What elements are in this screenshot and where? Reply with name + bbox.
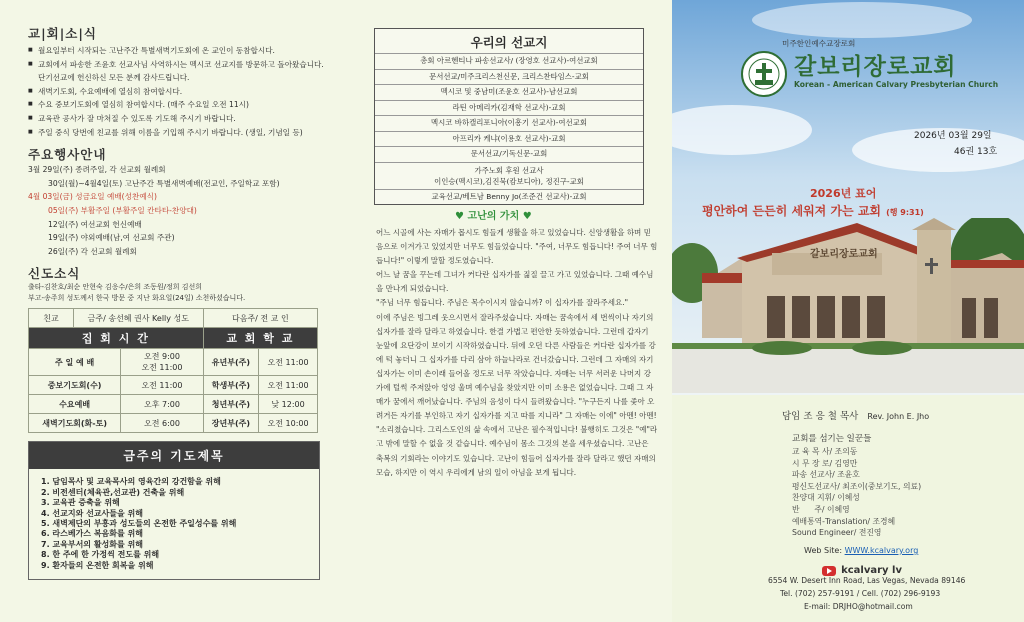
- cover-panel: [672, 0, 1024, 622]
- school-name: 유년부(주): [203, 349, 258, 376]
- service-name: 주 일 예 배: [29, 349, 121, 376]
- member-line: 부고-송주희 성도께서 한국 방문 중 지난 화요일(24일) 소천하셨습니다.: [28, 294, 246, 303]
- prayer-item: 3. 교육관 증축을 위해: [41, 498, 120, 508]
- bulletin-issue: 46권 13호: [954, 147, 998, 157]
- prayer-item: 6. 라스베가스 복음화를 위해: [41, 529, 143, 539]
- table-row: [29, 349, 318, 376]
- mission-row: 총회 아르헨티나 파송선교사/ (장영호 선교사)-여선교회: [375, 53, 643, 69]
- event-line: 26일(주) 각 선교회 월례회: [48, 246, 137, 256]
- service-times-header: 집 회 시 간: [29, 328, 204, 349]
- prayer-item: 7. 교육부서의 활성화를 위해: [41, 539, 143, 549]
- church-school-header: 교 회 학 교: [203, 328, 317, 349]
- news-title: 교|회|소|식: [28, 26, 97, 41]
- missions-box: [374, 28, 644, 205]
- pastor: [782, 404, 929, 423]
- school-time: 낮 12:00: [259, 395, 318, 414]
- table-row: [29, 376, 318, 395]
- duty-this-week: 금주/ 송선혜 권사 Kelly 성도: [74, 309, 204, 328]
- service-name: 새벽기도회(화-토): [29, 414, 121, 433]
- mission-row: 교육선교/베트남 Benny Jo(조준건 선교사)-교회: [375, 189, 643, 205]
- news-item: ■ 월요일부터 시작되는 고난주간 특별새벽기도회에 온 교인이 동참합시다.: [38, 44, 324, 58]
- website-label: Web Site:: [804, 546, 843, 555]
- story-title: ♥ 고난의 가치 ♥: [455, 211, 532, 222]
- duty-row: [29, 309, 318, 328]
- event-line: 12일(주) 여선교회 헌신예배: [48, 219, 142, 229]
- events-list: [28, 163, 324, 258]
- staff-item: 찬양대 지휘/ 이혜성: [792, 493, 860, 503]
- service-time: 오전 6:00: [121, 414, 203, 433]
- youtube-channel: kcalvary lv: [841, 565, 902, 576]
- address: 6554 W. Desert Inn Road, Las Vegas, Nevada 89146: [768, 576, 966, 585]
- staff-item: Sound Engineer/ 전진영: [792, 528, 882, 538]
- mission-row: 멕시코 바하캘리포니아(이흥기 선교사)-여선교회: [375, 115, 643, 131]
- mission-row: 라틴 아메리카(김재학 선교사)-교회: [375, 100, 643, 116]
- pastor-english: Rev. John E. Jho: [867, 412, 930, 421]
- service-time: 오전 9:00 오전 11:00: [121, 349, 203, 376]
- motto-year: 2026년 표어: [810, 187, 877, 200]
- building-sign: 갈보리장로교회: [810, 249, 878, 260]
- prayer-item: 2. 비전센터(체육관,선교관) 건축을 위해: [41, 487, 185, 497]
- event-line: 05일(주) 부활주일 (부활주일 칸타타-찬양대): [48, 205, 197, 215]
- staff-title: 교회를 섬기는 일꾼들: [792, 434, 872, 444]
- motto: [702, 200, 1024, 219]
- duty-label: 친교: [29, 309, 74, 328]
- members-title: 신도소식: [28, 266, 81, 282]
- church-logo-icon: [740, 50, 788, 98]
- left-panel: [0, 0, 340, 622]
- motto-text: 평안하여 든든히 세워져 가는 교회: [702, 204, 882, 218]
- mission-row: 멕시코 및 중남미(조윤호 선교사)-남선교회: [375, 84, 643, 100]
- staff-item: 반 주/ 이혜영: [792, 504, 850, 514]
- event-line: 30일(월)~4월4일(토) 고난주간 특별새벽예배(전교인, 주일학교 포함): [48, 178, 280, 188]
- service-name: 중보기도회(수): [29, 376, 121, 395]
- prayer-title: 금주의 기도제목: [29, 442, 319, 469]
- schedule-table: [28, 308, 318, 433]
- staff-item: 예배통역-Translation/ 조경혜: [792, 516, 896, 526]
- church-name-korean: 갈보리장로교회: [794, 53, 957, 80]
- pastor-name: 담임 조 응 철 목사: [782, 411, 859, 422]
- events-title: 주요행사안내: [28, 147, 107, 163]
- motto-reference: (행 9:31): [886, 208, 924, 217]
- news-item: ■ 교육관 공사가 잘 마쳐질 수 있도록 기도해 주시기 바랍니다.: [38, 112, 324, 126]
- story-paragraph: 이에 주님은 빙그레 웃으시면서 잘라주셨습니다. 자매는 꿈속에서 세 번씩이나 자기의 십자가를 잘라 달라고 하였습니다. 한결 가볍고 편안한 듯하였습니다. 그런데 갑자기 눈앞에 요단강이 보이기 시작하였습니다. 뒤에 오던 다른 사람들은 커다란 십자가를 강에 턱 놓더니 그 십자가를 다리 삼아 하늘나라로 건너갔습니다. 그런데 그 자매의 자기 십자가는 이미 손이래 들어올 정도로 너무 작았습니다. 자매는 너무 서러운 나머지 강가에 털썩 주저앉아 엉엉 울며 예수님을 찾았지만 이미 소용은 없었습니다. 그때 그 자매가 꿈에서 깨어났습니다. 주님의 음성이 다시 들려왔습니다. "누구든지 나를 좇아 오려거든 자기를 부인하고 자기 십자가를 지고 따를 지니라" 그 자매는 이에" 아멘! 아멘! "소리쳤습니다. 그리스도인의 삶 속에서 고난은 필수적입니다! 불행히도 그것은 "예"라고 밖에 말할 수 없을 것 같습니다. 예수님이 몸소 그것의 본을 세우셨습니다. 고난은 축복의 기회라는 이야기도 있습니다. 고난이 힘들어 십자가를 잘라 달라고 했던 자매의 모습, 하지만 이 역시 우리에게 남의 일이 아님을 보게 됩니다.: [376, 312, 658, 477]
- news-item: ■ 수요 중보기도회에 열심히 참여합시다. (매주 수요일 오전 11시): [38, 98, 324, 112]
- mission-row: 가주노회 후원 선교사 이인승(멕시코),김진묵(캄보디아), 정진구-교회: [375, 162, 643, 189]
- school-time: 오전 10:00: [259, 414, 318, 433]
- staff-item: 평신도선교사/ 최조이(중보기도, 의료): [792, 481, 922, 491]
- story-paragraph: "주님 너무 힘듭니다. 주님은 목수이시지 않습니까? 이 십자가를 잘라주세요.": [376, 298, 629, 308]
- school-name: 장년부(주): [203, 414, 258, 433]
- event-line: 19일(주) 야외예배(남,여 선교회 주관): [48, 233, 175, 243]
- bulletin-date: 2026년 03월 29일: [914, 131, 992, 141]
- school-name: 청년부(주): [203, 395, 258, 414]
- prayer-item: 9. 환자들의 온전한 회복을 위해: [41, 560, 154, 570]
- prayer-item: 8. 한 주에 한 가정씩 전도를 위해: [41, 550, 160, 560]
- member-line: 출타-김찬호/최순 안현숙 김응수/은희 조동원/정희 김선희: [28, 283, 203, 292]
- mission-row: 아프리카 케냐(이용호 선교사)-교회: [375, 131, 643, 147]
- mission-row: 문서선교/기독신문-교회: [375, 146, 643, 162]
- church-name-english: Korean - American Calvary Presbyterian Church: [794, 80, 999, 89]
- middle-panel: [340, 0, 672, 622]
- school-time: 오전 11:00: [259, 376, 318, 395]
- service-name: 수요예배: [29, 395, 121, 414]
- staff-item: 시 무 장 로/ 김영만: [792, 458, 858, 468]
- table-row: [29, 414, 318, 433]
- phone: Tel. (702) 257-9191 / Cell. (702) 296-9193: [780, 589, 941, 598]
- school-time: 오전 11:00: [259, 349, 318, 376]
- website-link[interactable]: WWW.kcalvary.org: [844, 546, 919, 555]
- service-time: 오후 7:00: [121, 395, 203, 414]
- school-name: 학생부(주): [203, 376, 258, 395]
- news-list: [28, 44, 324, 139]
- website: [804, 546, 918, 555]
- prayer-list: [29, 469, 319, 579]
- prayer-item: 1. 담임목사 및 교육목사의 영육간의 강건함을 위해: [41, 477, 221, 487]
- mission-row: 문서선교/미주크리스천신문, 크리스찬타임스-교회: [375, 69, 643, 85]
- denomination: 미주한인예수교장로회: [782, 39, 856, 48]
- table-row: [29, 395, 318, 414]
- story-paragraph: 어느 시골에 사는 자매가 몹시도 힘들게 생활을 하고 있었습니다. 신앙생활을 하며 믿음으로 이겨가고 있었지만 너무도 힘들었습니다. "주여, 너무도 힘듭니다! 주여 너무 힘듭니다!" 이렇게 말할 정도였습니다.: [376, 228, 658, 266]
- prayer-item: 4. 선교지와 선교사들을 위해: [41, 508, 143, 518]
- event-line: 4월 03일(금) 성금요일 예배(성찬예식): [28, 192, 157, 202]
- prayer-item: 5. 새벽제단의 부흥과 성도들의 온전한 주일성수를 위해: [41, 518, 237, 528]
- staff-list: [792, 446, 921, 539]
- staff-item: 교 육 목 사/ 조의동: [792, 447, 858, 456]
- news-item: ■ 새벽기도회, 수요예배에 열심히 참여합시다.: [38, 85, 324, 99]
- youtube-icon: [822, 566, 836, 576]
- staff-item: 파송 선교사/ 조윤호: [792, 470, 860, 480]
- missions-title: 우리의 선교지: [470, 35, 548, 50]
- story-body: [376, 226, 658, 480]
- event-line: 3월 29일(주) 종려주일, 각 선교회 월례회: [28, 165, 166, 175]
- news-item: ■ 교회에서 파송한 조윤호 선교사님 사역하시는 멕시코 선교지를 방문하고 돌아왔습니다. 단기선교에 헌신하신 모든 분께 감사드립니다.: [38, 58, 324, 85]
- service-time: 오전 11:00: [121, 376, 203, 395]
- duty-next-week: 다음주/ 전 교 인: [203, 309, 317, 328]
- email: E-mail: DRJHO@hotmail.com: [804, 602, 913, 611]
- news-item: ■ 주일 중식 당번에 친교를 위해 이름을 기입해 주시기 바랍니다. (생일, 기념일 등): [38, 126, 324, 140]
- prayer-box: [28, 441, 320, 580]
- story-paragraph: 어느 날 꿈을 꾸는데 그녀가 커다란 십자가를 짊질 끌고 가고 있었습니다. 그때 예수님을 만나게 되었습니다.: [376, 270, 654, 294]
